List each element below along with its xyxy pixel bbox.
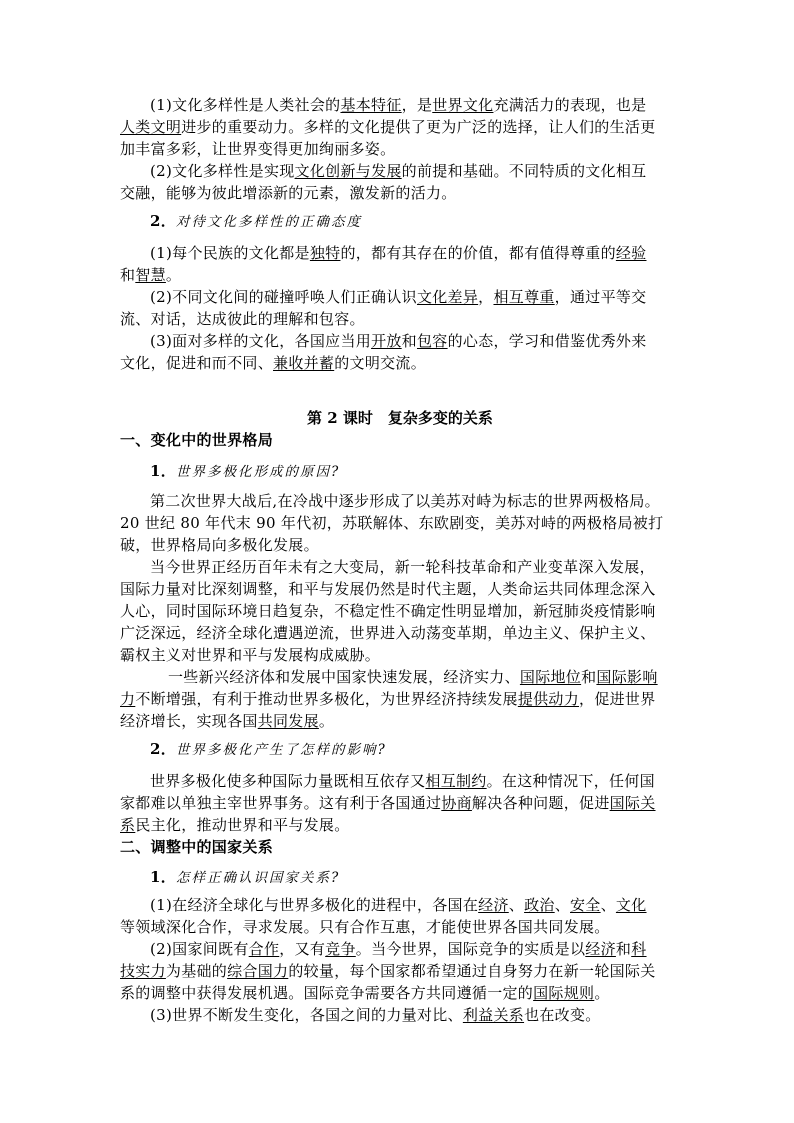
text-line: 流、对话，达成彼此的理解和包容。 [120,310,365,328]
text-line: 广泛深远，经济全球化遭遇逆流，世界进入动荡变革期，单边主义、保护主义、 [120,624,656,642]
text-line: (1)文化多样性是人类社会的基本特征，是世界文化充满活力的表现，也是 [150,96,647,114]
text-line: (2)不同文化间的碰撞呼唤人们正确认识文化差异，相互尊重，通过平等交 [150,288,647,306]
underlined-keyword: 经验 [615,244,647,262]
underlined-keyword: 文化差异 [416,288,479,306]
subheading-text: 对待文化多样性的正确态度 [176,214,363,230]
text-line: 系的调整中获得发展机遇。国际竞争需要各方共同遵循一定的国际规则。 [120,984,610,1002]
underlined-keyword: 综合国力 [227,962,289,980]
text-line: 和智慧。 [120,266,182,284]
underlined-keyword: 政治 [524,896,555,914]
section-heading: 二、调整中的国家关系 [120,838,274,856]
subheading-number: 1． [150,462,177,480]
text-line: 破，世界格局向多极化发展。 [120,536,319,554]
underlined-keyword: 兼收并蓄 [273,354,335,372]
text-line: 一些新兴经济体和发展中国家快速发展，经济实力、国际地位和国际影响 [168,668,658,686]
underlined-keyword: 智慧 [135,266,166,284]
text-line: (3)世界不断发生变化，各国之间的力量对比、利益关系也在改变。 [150,1006,601,1024]
underlined-keyword: 基本特征 [340,96,402,114]
underlined-keyword: 相互制约 [425,772,487,790]
subheading-text: 世界多极化产生了怎样的影响? [176,742,387,758]
text-line: 力不断增强，有利于推动世界多极化，为世界经济持续发展提供动力，促进世界 [120,690,656,708]
text-line: 20 世纪 80 年代末 90 年代初，苏联解体、东欧剧变，美苏对峙的两极格局被打 [120,514,664,532]
text-line: 人类文明进步的重要动力。多样的文化提供了更为广泛的选择，让人们的生活更 [120,118,656,136]
text-line: 家都难以单独主宰世界事务。这有利于各国通过协商解决各种问题，促进国际关 [120,794,656,812]
underlined-keyword: 相互尊重 [493,288,555,306]
underlined-keyword: 国际规则 [533,984,595,1002]
underlined-keyword: 国际影响 [596,668,658,686]
underlined-keyword: 系 [120,816,136,834]
underlined-keyword: 提供动力 [517,690,580,708]
text-line: 国际力量对比深刻调整，和平与发展仍然是时代主题，人类命运共同体理念深入 [120,580,656,598]
subheading-number: 2． [150,212,177,230]
text-line: 文化，促进和而不同、兼收并蓄的文明交流。 [120,354,427,372]
underlined-keyword: 协商 [441,794,472,812]
underlined-keyword: 独特 [309,244,341,262]
underlined-keyword: 科 [631,940,647,958]
section-heading: 一、变化中的世界格局 [120,431,274,449]
underlined-keyword: 文化创新与发展 [294,162,402,180]
underlined-keyword: 共同发展 [257,712,319,730]
underlined-keyword: 国际关 [609,794,656,812]
underlined-keyword: 文化 [615,896,647,914]
subheading-number: 2． [150,740,177,758]
text-line: 世界多极化使多种国际力量既相互依存又相互制约。在这种情况下，任何国 [150,772,655,790]
underlined-keyword: 安全 [570,896,601,914]
underlined-keyword: 竞争 [325,940,356,958]
subheading-text: 怎样正确认识国家关系? [176,870,341,886]
subheading [150,210,680,232]
underlined-keyword: 开放 [371,332,402,350]
subheading [150,866,680,888]
subheading [150,460,680,482]
underlined-keyword: 包容 [416,332,448,350]
text-line: (2)国家间既有合作，又有竞争。当今世界，国际竞争的实质是以经济和科 [150,940,647,958]
text-line: 人心，同时国际环境日趋复杂，不稳定性不确定性明显增加，新冠肺炎疫情影响 [120,602,656,620]
text-line: 交融，能够为彼此增添新的元素，激发新的活力。 [120,184,457,202]
underlined-keyword: 合作 [248,940,280,958]
text-line: 系民主化，推动世界和平与发展。 [120,816,350,834]
underlined-keyword: 国际地位 [519,668,582,686]
text-line: 第二次世界大战后,在冷战中逐步形成了以美苏对峙为标志的世界两极格局。 [150,492,660,510]
subheading [150,738,680,760]
text-line: 当今世界正经历百年未有之大变局，新一轮科技革命和产业变革深入发展， [150,558,655,576]
text-line: (1)在经济全球化与世界多极化的进程中，各国在经济、政治、安全、文化 [150,896,647,914]
underlined-keyword: 技实力 [120,962,166,980]
underlined-keyword: 世界文化 [432,96,494,114]
underlined-keyword: 经济 [585,940,616,958]
underlined-keyword: 人类文明 [120,118,182,136]
text-line: 加丰富多彩，让世界变得更加绚丽多姿。 [120,140,396,158]
text-line: 等领域深化合作，寻求发展。只有合作互惠，才能使世界各国共同发展。 [120,918,610,936]
text-line: 霸权主义对世界和平与发展构成威胁。 [120,646,381,664]
text-line: 技实力为基础的综合国力的较量，每个国家都希望通过自身努力在新一轮国际关 [120,962,656,980]
subheading-text: 世界多极化形成的原因? [176,464,341,480]
text-line: (3)面对多样的文化，各国应当用开放和包容的心态，学习和借鉴优秀外来 [150,332,647,350]
text-line: 经济增长，实现各国共同发展。 [120,712,335,730]
underlined-keyword: 经济 [478,896,509,914]
subheading-number: 1． [150,868,177,886]
lesson-title: 第 2 课时 复杂多变的关系 [307,409,493,427]
underlined-keyword: 力 [120,690,136,708]
text-line: (2)文化多样性是实现文化创新与发展的前提和基础。不同特质的文化相互 [150,162,647,180]
text-line: (1)每个民族的文化都是独特的，都有其存在的价值，都有值得尊重的经验 [150,244,647,262]
underlined-keyword: 利益关系 [462,1006,525,1024]
